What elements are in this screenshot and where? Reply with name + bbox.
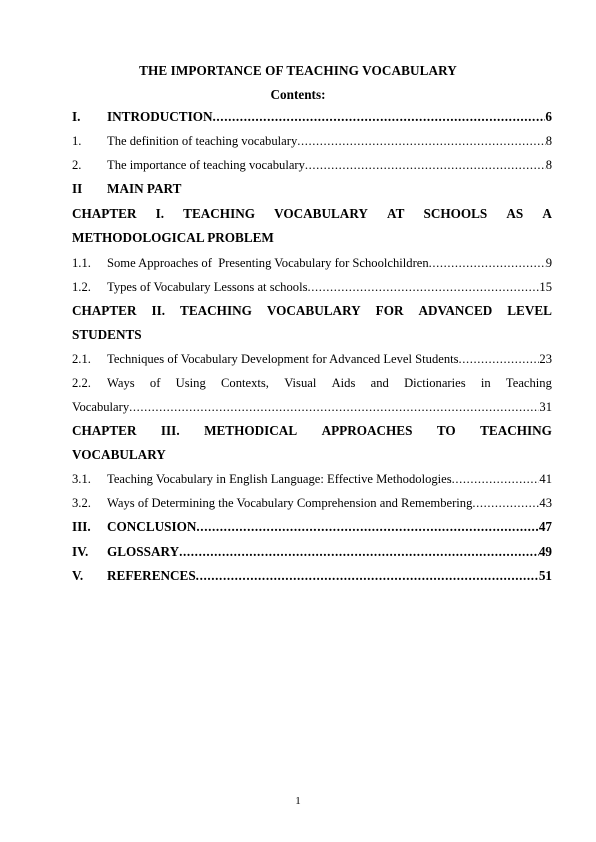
word: SCHOOLS xyxy=(423,206,488,221)
leader-dots xyxy=(196,517,538,537)
word: TEACHING xyxy=(180,303,252,318)
word: III. xyxy=(160,423,180,438)
toc-label: Some Approaches of Presenting Vocabulary for Schoolchildren xyxy=(107,256,429,270)
word: Dictionaries xyxy=(404,376,466,390)
toc-label: GLOSSARY xyxy=(107,544,180,559)
toc-page: 43 xyxy=(539,496,552,510)
word: A xyxy=(542,206,552,221)
toc-chapter-3-line1[interactable] xyxy=(72,421,552,441)
toc-page: 49 xyxy=(538,544,552,559)
word: in xyxy=(480,376,491,390)
toc-page: 8 xyxy=(545,134,552,148)
toc-label: REFERENCES xyxy=(107,568,196,583)
toc-entry-2-2-line2[interactable] xyxy=(72,397,552,417)
chapter-1-heading xyxy=(72,204,552,224)
word: II. xyxy=(151,303,166,318)
toc-number: I. xyxy=(72,109,81,124)
page-number: 1 xyxy=(295,795,301,807)
entry-2-2-text xyxy=(107,373,552,393)
toc-entry-2-1[interactable] xyxy=(72,349,552,369)
toc-label: Ways of Determining the Vocabulary Comprehension and Remembering xyxy=(107,496,473,510)
toc-page: 31 xyxy=(539,400,552,414)
word: TEACHING xyxy=(183,206,255,221)
chapter-3-heading xyxy=(72,421,552,441)
toc-entry-importance[interactable] xyxy=(72,155,552,175)
leader-dots xyxy=(213,107,546,127)
toc-page: 41 xyxy=(539,472,552,486)
word: METHODICAL xyxy=(204,423,298,438)
word: TEACHING xyxy=(480,423,552,438)
leader-dots xyxy=(452,469,540,489)
word: I. xyxy=(155,206,165,221)
toc-number: 1.1. xyxy=(72,256,91,270)
leader-dots xyxy=(196,566,539,586)
word: FOR xyxy=(375,303,404,318)
toc-number: II xyxy=(72,181,83,196)
toc-number: 2.2. xyxy=(72,376,91,390)
toc-entry-references[interactable] xyxy=(72,566,552,586)
word: Contexts, xyxy=(221,376,269,390)
toc-entry-main-part[interactable] xyxy=(72,179,552,199)
word: Using xyxy=(175,376,206,390)
toc-label: Vocabulary xyxy=(72,400,130,414)
word: Ways xyxy=(107,376,135,390)
toc-label: INTRODUCTION xyxy=(107,109,213,124)
leader-dots xyxy=(305,155,546,175)
contents-heading: Contents: xyxy=(270,87,326,102)
toc-page: 23 xyxy=(539,352,552,366)
word: VOCABULARY xyxy=(274,206,368,221)
toc-label: Types of Vocabulary Lessons at schools xyxy=(107,280,308,294)
word: AS xyxy=(506,206,524,221)
word: CHAPTER xyxy=(72,423,137,438)
toc-page: 6 xyxy=(545,109,552,124)
word: VOCABULARY xyxy=(266,303,361,318)
leader-dots xyxy=(129,397,539,417)
leader-dots xyxy=(307,277,539,297)
toc-chapter-1-line1[interactable] xyxy=(72,204,552,224)
word: APPROACHES xyxy=(321,423,413,438)
document-title: THE IMPORTANCE OF TEACHING VOCABULARY xyxy=(139,63,457,78)
word: CHAPTER xyxy=(72,303,137,318)
toc-entry-introduction[interactable] xyxy=(72,107,552,127)
toc-page: 9 xyxy=(545,256,552,270)
toc-page: 15 xyxy=(539,280,552,294)
toc-chapter-2-line1[interactable] xyxy=(72,301,552,321)
toc-number: 3.2. xyxy=(72,496,91,510)
word: AT xyxy=(387,206,405,221)
word: and xyxy=(370,376,389,390)
toc-label: Teaching Vocabulary in English Language: Effective Methodologies xyxy=(107,472,452,486)
word: Visual xyxy=(284,376,317,390)
chapter-2-heading-cont: STUDENTS xyxy=(72,327,142,342)
toc-page: 47 xyxy=(538,519,552,534)
toc-page: 8 xyxy=(545,158,552,172)
toc-label: The importance of teaching vocabulary xyxy=(107,158,305,172)
toc-chapter-2-line2[interactable] xyxy=(72,325,552,345)
toc-number: 2.1. xyxy=(72,352,91,366)
word: CHAPTER xyxy=(72,206,137,221)
toc-label: MAIN PART xyxy=(107,181,182,196)
toc-entry-1-2[interactable] xyxy=(72,277,552,297)
toc-page: 51 xyxy=(538,568,552,583)
toc-entry-3-2[interactable] xyxy=(72,493,552,513)
leader-dots xyxy=(297,131,545,151)
toc-entry-3-1[interactable] xyxy=(72,469,552,489)
toc-number: V. xyxy=(72,568,84,583)
toc-entry-conclusion[interactable] xyxy=(72,517,552,537)
word: LEVEL xyxy=(507,303,552,318)
word: ADVANCED xyxy=(418,303,493,318)
toc-label: The definition of teaching vocabulary xyxy=(107,134,298,148)
toc-number: IV. xyxy=(72,544,89,559)
word: of xyxy=(149,376,161,390)
word: Teaching xyxy=(505,376,552,390)
chapter-2-heading xyxy=(72,301,552,321)
toc-entry-glossary[interactable] xyxy=(72,542,552,562)
toc-number: III. xyxy=(72,519,91,534)
leader-dots xyxy=(429,253,546,273)
leader-dots xyxy=(459,349,540,369)
chapter-1-heading-cont: METHODOLOGICAL PROBLEM xyxy=(72,230,274,245)
toc-number: 2. xyxy=(72,158,82,172)
toc-entry-definition[interactable] xyxy=(72,131,552,151)
toc-chapter-1-line2[interactable] xyxy=(72,228,552,248)
toc-number: 3.1. xyxy=(72,472,91,486)
toc-chapter-3-line2[interactable] xyxy=(72,445,552,465)
toc-label: Techniques of Vocabulary Development for Advanced Level Students xyxy=(107,352,459,366)
word: TO xyxy=(436,423,456,438)
leader-dots xyxy=(179,542,539,562)
chapter-3-heading-cont: VOCABULARY xyxy=(72,447,166,462)
toc-number: 1.2. xyxy=(72,280,91,294)
word: Aids xyxy=(331,376,356,390)
toc-entry-2-2-line1[interactable] xyxy=(72,373,552,393)
leader-dots xyxy=(472,493,539,513)
toc-entry-1-1[interactable] xyxy=(72,253,552,273)
toc-number: 1. xyxy=(72,134,82,148)
toc-label: CONCLUSION xyxy=(107,519,197,534)
